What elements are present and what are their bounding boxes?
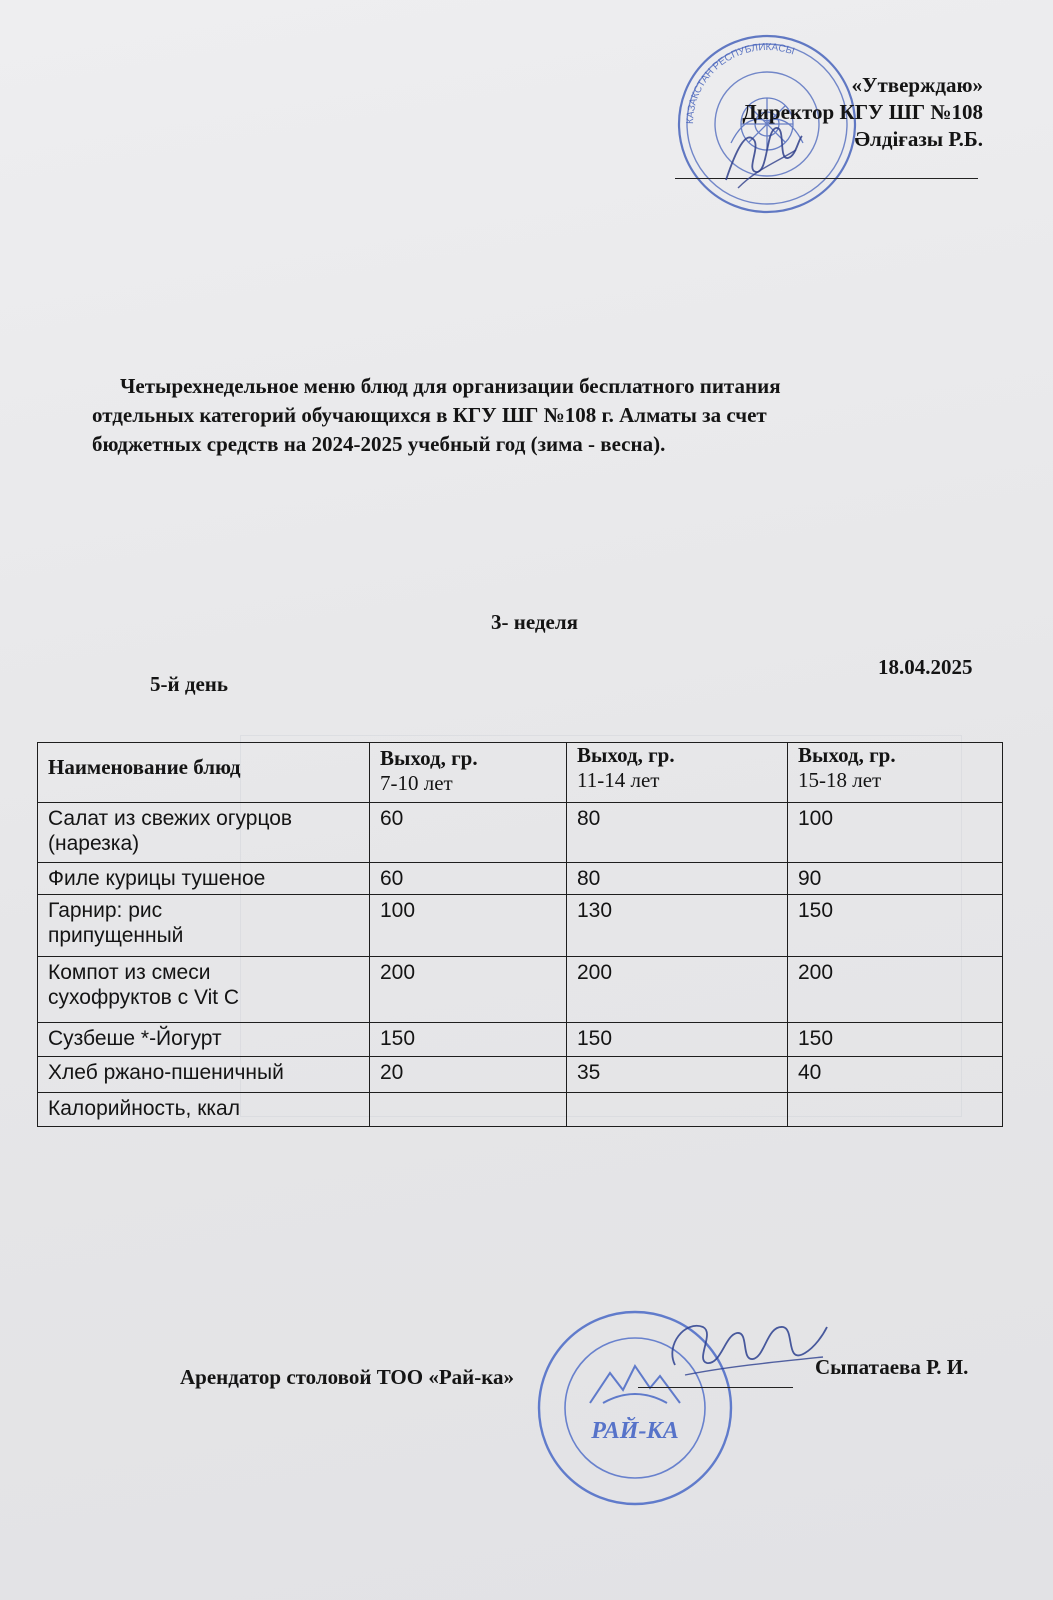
dish-name: Гарнир: рис припущенный bbox=[38, 895, 370, 957]
tenant-name: Сыпатаева Р. И. bbox=[815, 1355, 969, 1379]
portion-11-14: 80 bbox=[567, 863, 788, 895]
table-row bbox=[38, 957, 1003, 1023]
portion-7-10: 100 bbox=[370, 895, 567, 957]
portion-11-14: 35 bbox=[567, 1057, 788, 1093]
header-age-range: 7-10 лет bbox=[380, 771, 453, 795]
director-signature bbox=[716, 110, 806, 200]
menu-table bbox=[37, 742, 1003, 1127]
menu-date: 18.04.2025 bbox=[878, 655, 973, 679]
approve-label: «Утверждаю» bbox=[851, 73, 983, 97]
title-line-1: Четырехнедельное меню блюд для организации бесплатного питания bbox=[120, 374, 781, 398]
portion-11-14: 80 bbox=[567, 803, 788, 863]
header-title: Выход, гр. bbox=[380, 746, 478, 770]
table-header-row bbox=[38, 743, 1003, 803]
title-line-2: отдельных категорий обучающихся в КГУ ШГ №108 г. Алматы за счет bbox=[92, 403, 767, 427]
header-age-range: 15-18 лет bbox=[798, 768, 882, 792]
bleed-line bbox=[70, 445, 75, 475]
portion-11-14: 200 bbox=[567, 957, 788, 1023]
portion-15-18: 150 bbox=[788, 1023, 1003, 1057]
title-line-3: бюджетных средств на 2024-2025 учебный год (зима - весна). bbox=[92, 432, 666, 456]
portion-7-10: 60 bbox=[370, 803, 567, 863]
table-row bbox=[38, 895, 1003, 957]
seal-ring-text: КАЗАКСТАН РЕСПУБЛИКАСЫ bbox=[684, 41, 796, 125]
portion-15-18: 90 bbox=[788, 863, 1003, 895]
tenant-signature bbox=[655, 1305, 830, 1385]
tenant-label: Арендатор столовой ТОО «Рай-ка» bbox=[180, 1365, 515, 1389]
table-row bbox=[38, 803, 1003, 863]
portion-15-18: 200 bbox=[788, 957, 1003, 1023]
portion-15-18: 100 bbox=[788, 803, 1003, 863]
portion-7-10 bbox=[370, 1093, 567, 1127]
portion-15-18: 40 bbox=[788, 1057, 1003, 1093]
portion-7-10: 150 bbox=[370, 1023, 567, 1057]
portion-11-14 bbox=[567, 1093, 788, 1127]
tenant-signature-line bbox=[638, 1387, 793, 1388]
header-title: Выход, гр. bbox=[577, 743, 675, 767]
document-title bbox=[92, 372, 972, 459]
header-dish bbox=[38, 743, 370, 803]
portion-11-14: 130 bbox=[567, 895, 788, 957]
stamp-ring-text bbox=[546, 1405, 558, 1408]
table-row bbox=[38, 1093, 1003, 1127]
table-row bbox=[38, 863, 1003, 895]
bleed-through-text bbox=[70, 445, 75, 475]
dish-name: Калорийность, ккал bbox=[38, 1093, 370, 1127]
dish-name: Хлеб ржано-пшеничный bbox=[38, 1057, 370, 1093]
portion-7-10: 200 bbox=[370, 957, 567, 1023]
header-age-15-18 bbox=[788, 743, 1003, 803]
table-row bbox=[38, 1023, 1003, 1057]
portion-7-10: 20 bbox=[370, 1057, 567, 1093]
dish-name: Компот из смеси сухофруктов с Vit C bbox=[38, 957, 370, 1023]
portion-11-14: 150 bbox=[567, 1023, 788, 1057]
week-label: 3- неделя bbox=[491, 610, 578, 634]
dish-name: Салат из свежих огурцов (нарезка) bbox=[38, 803, 370, 863]
header-age-range: 11-14 лет bbox=[577, 768, 660, 792]
header-dish-title: Наименование блюд bbox=[48, 755, 241, 779]
table-row bbox=[38, 1057, 1003, 1093]
portion-15-18 bbox=[788, 1093, 1003, 1127]
stamp-company-name: РАЙ-КА bbox=[591, 1418, 679, 1444]
director-name: Әлдіғазы Р.Б. bbox=[854, 127, 983, 151]
dish-name: Филе курицы тушеное bbox=[38, 863, 370, 895]
portion-7-10: 60 bbox=[370, 863, 567, 895]
header-age-11-14 bbox=[567, 743, 788, 803]
header-title: Выход, гр. bbox=[798, 743, 896, 767]
portion-15-18: 150 bbox=[788, 895, 1003, 957]
header-age-7-10 bbox=[370, 743, 567, 803]
day-label: 5-й день bbox=[150, 672, 228, 696]
director-line: Директор КГУ ШГ №108 bbox=[742, 100, 983, 124]
dish-name: Сузбеше *-Йогурт bbox=[38, 1023, 370, 1057]
